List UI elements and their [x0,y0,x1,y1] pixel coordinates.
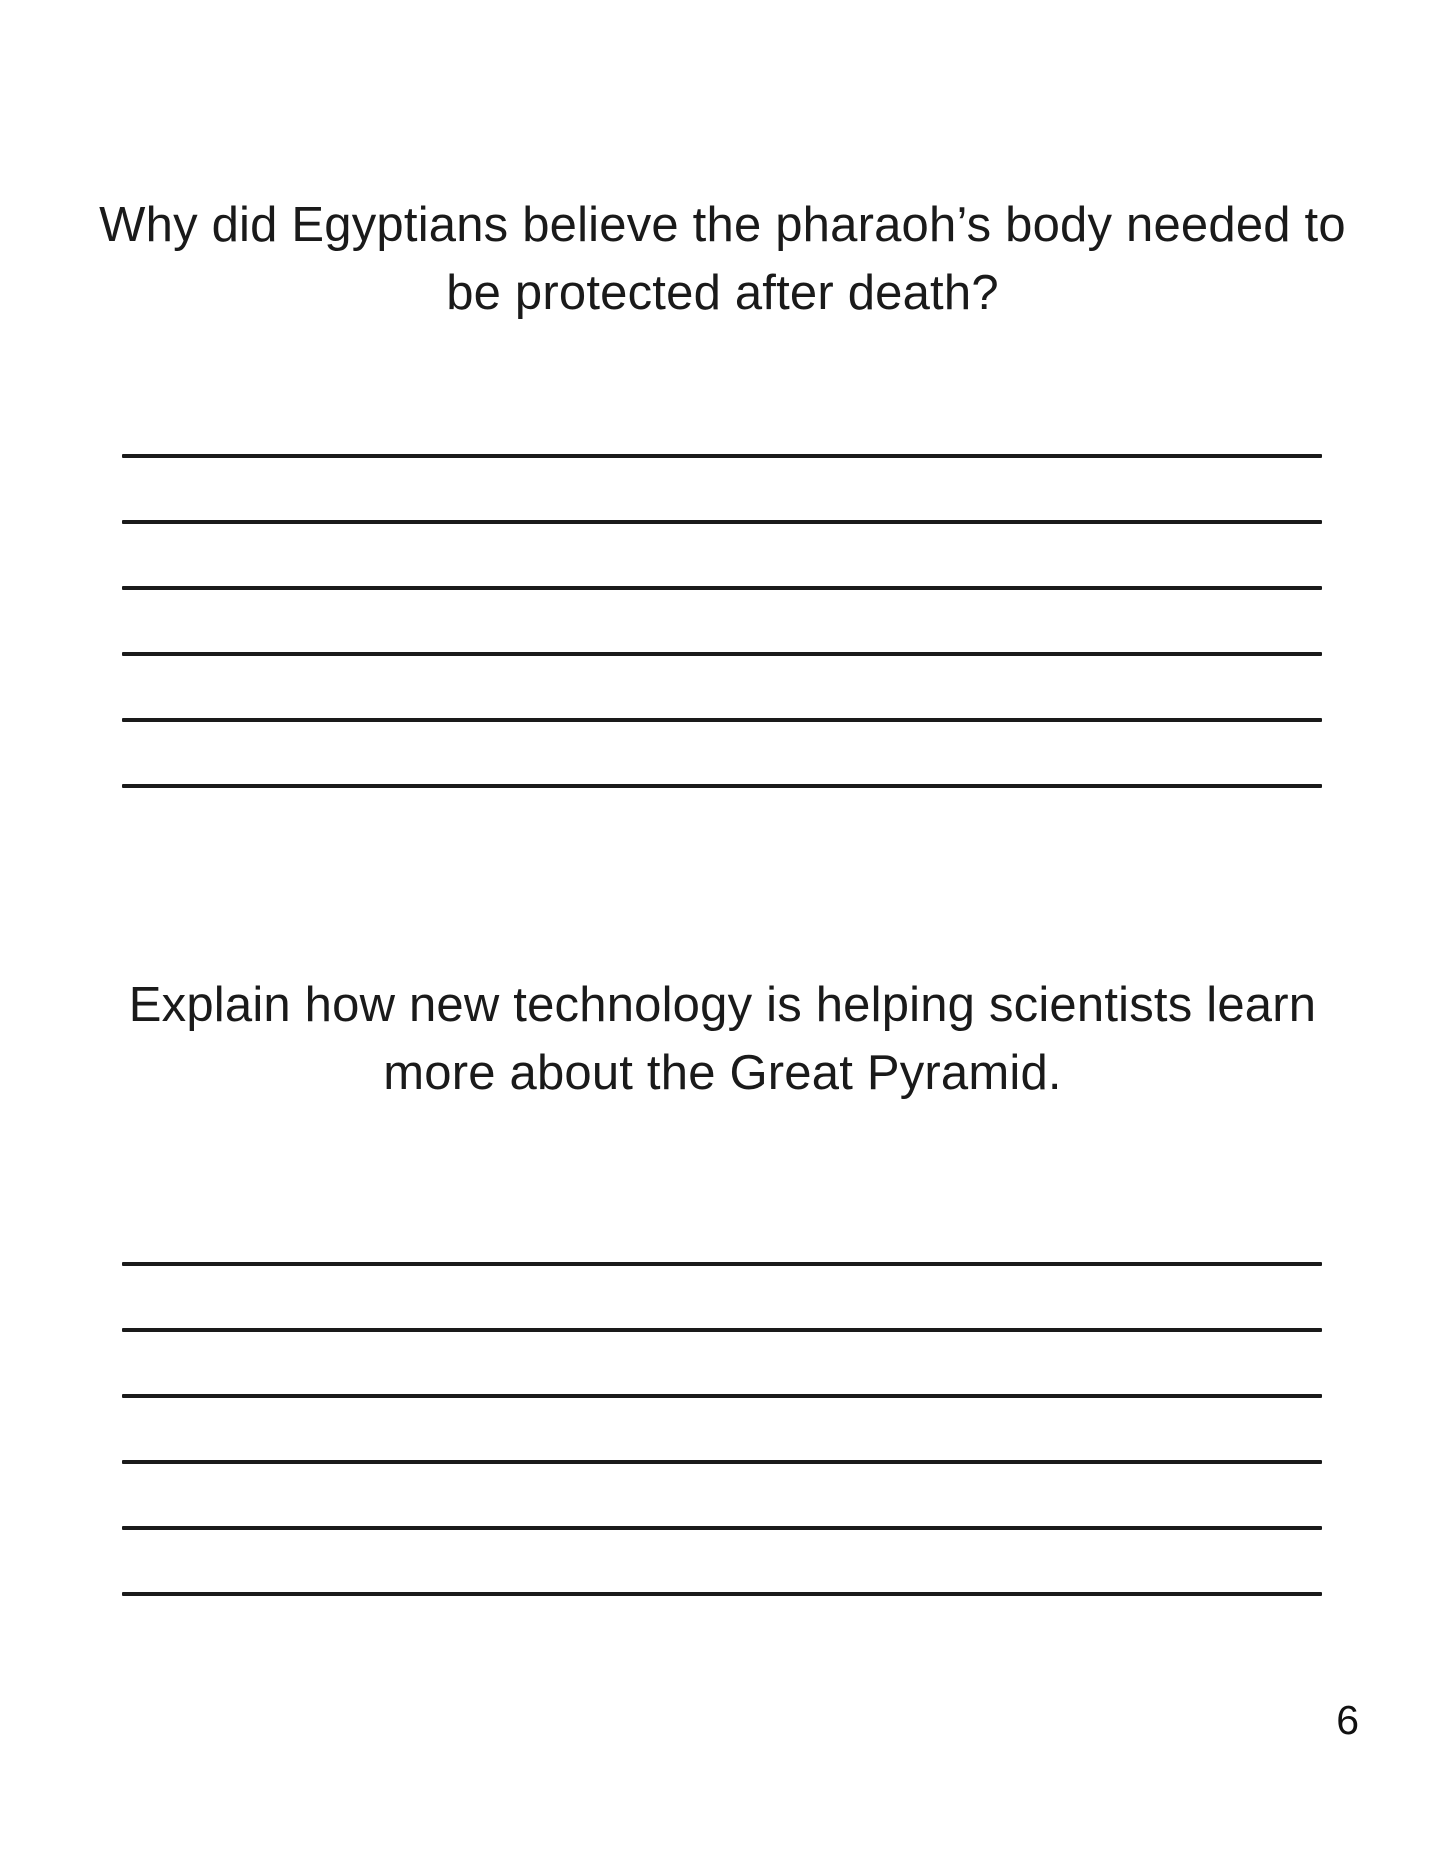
answer-line [122,1592,1322,1596]
answer-line [122,784,1322,788]
answer-line [122,520,1322,524]
answer-line [122,1394,1322,1398]
answer-lines-question-1 [122,454,1322,788]
answer-line [122,1262,1322,1266]
answer-line [122,1328,1322,1332]
answer-lines-question-2 [122,1262,1322,1596]
answer-line [122,1460,1322,1464]
question-2-text: Explain how new technology is helping scientists learn more about the Great Pyramid. [128,978,1317,1100]
answer-line [122,586,1322,590]
answer-line [122,652,1322,656]
answer-line [122,718,1322,722]
question-1-text: Why did Egyptians believe the pharaoh’s body needed to be protected after death? [99,198,1346,320]
page-number: 6 [1336,1697,1359,1743]
answer-line [122,1526,1322,1530]
answer-line [122,454,1322,458]
